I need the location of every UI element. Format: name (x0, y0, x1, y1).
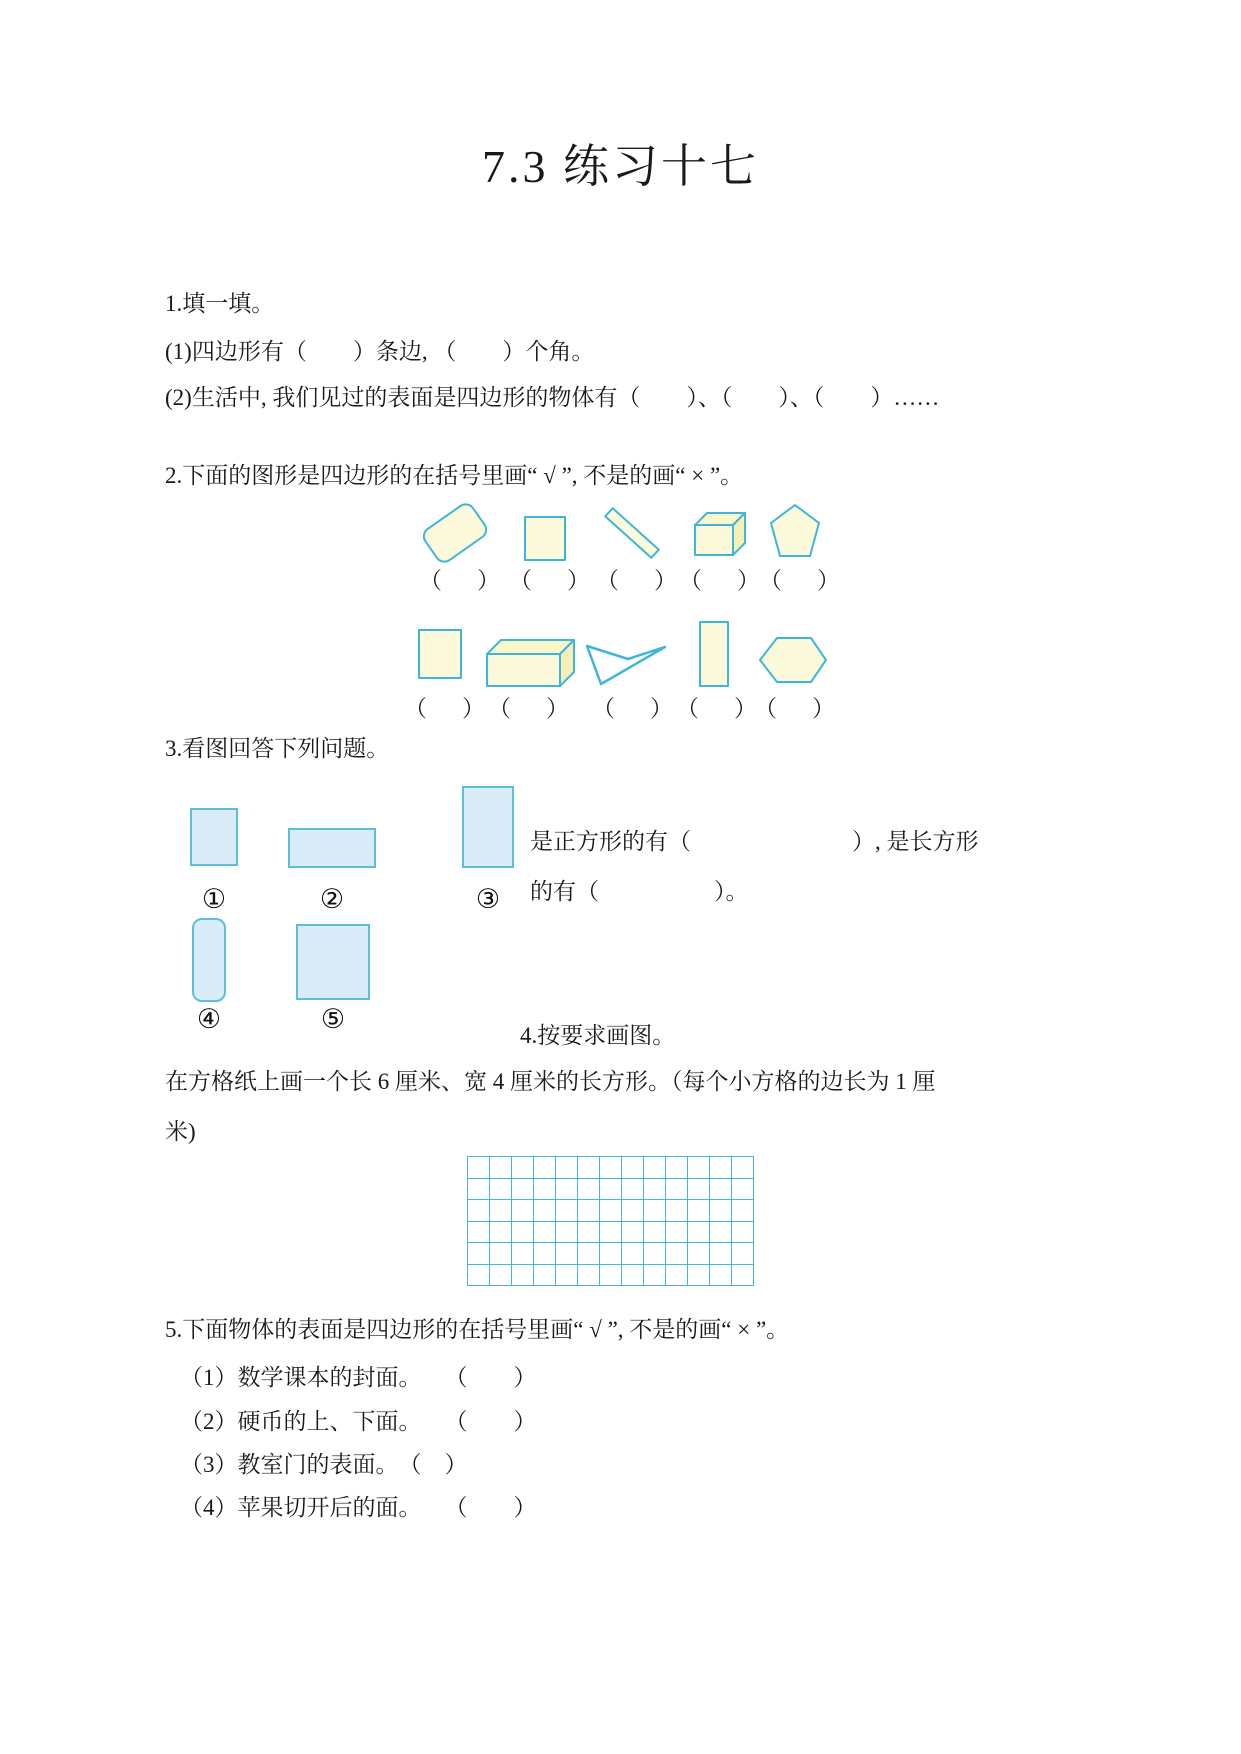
grid-cell[interactable] (512, 1200, 534, 1222)
cuboid-shape (487, 640, 574, 686)
figure-label-5: ⑤ (320, 1004, 346, 1035)
grid-cell[interactable] (534, 1222, 556, 1244)
grid-cell[interactable] (490, 1179, 512, 1201)
grid-cell[interactable] (622, 1179, 644, 1201)
grid-cell[interactable] (512, 1179, 534, 1201)
page-title: 7.3 练习十七 (482, 141, 759, 192)
grid-cell[interactable] (578, 1179, 600, 1201)
grid-cell[interactable] (644, 1200, 666, 1222)
dart-arrow-shape (587, 646, 665, 684)
answer-blank[interactable]: （ ） (679, 568, 766, 593)
answer-blank[interactable]: （ ） (404, 696, 491, 721)
grid-cell[interactable] (644, 1157, 666, 1179)
figure-label-4: ④ (196, 1004, 222, 1035)
grid-cell[interactable] (468, 1243, 490, 1265)
grid-cell[interactable] (644, 1243, 666, 1265)
grid-cell[interactable] (710, 1179, 732, 1201)
grid-cell[interactable] (534, 1179, 556, 1201)
figure-square-5 (296, 924, 370, 1000)
q3-label: 3.看图回答下列问题。 (165, 736, 390, 761)
grid-cell[interactable] (710, 1243, 732, 1265)
grid-cell[interactable] (688, 1157, 710, 1179)
grid-cell[interactable] (600, 1243, 622, 1265)
grid-cell[interactable] (534, 1200, 556, 1222)
grid-cell[interactable] (512, 1243, 534, 1265)
grid-cell[interactable] (600, 1157, 622, 1179)
grid-cell[interactable] (468, 1265, 490, 1287)
square-shape (525, 517, 565, 560)
q4-instruction-line-2: 米) (165, 1119, 196, 1144)
grid-cell[interactable] (666, 1265, 688, 1287)
grid-cell[interactable] (512, 1157, 534, 1179)
grid-cell[interactable] (578, 1222, 600, 1244)
square-shape (419, 630, 461, 678)
thin-slanted-bar-shape (605, 508, 658, 558)
grid-cell[interactable] (622, 1222, 644, 1244)
grid-cell[interactable] (490, 1222, 512, 1244)
answer-blank[interactable]: （ ） (596, 568, 683, 593)
grid-cell[interactable] (644, 1179, 666, 1201)
grid-cell[interactable] (578, 1157, 600, 1179)
q4-label: 4.按要求画图。 (520, 1023, 676, 1048)
grid-cell[interactable] (556, 1179, 578, 1201)
pentagon-shape (771, 505, 819, 556)
figure-rectangle-3 (462, 786, 514, 868)
figure-label-3: ③ (475, 884, 501, 915)
grid-cell[interactable] (622, 1157, 644, 1179)
q3-answer-line-1[interactable]: 是正方形的有（ ）, 是长方形 (530, 829, 979, 854)
grid-cell[interactable] (732, 1157, 754, 1179)
rotated-rounded-rectangle-shape (420, 501, 489, 565)
grid-cell[interactable] (578, 1200, 600, 1222)
grid-cell[interactable] (578, 1265, 600, 1287)
grid-cell[interactable] (490, 1200, 512, 1222)
grid-cell[interactable] (556, 1200, 578, 1222)
grid-cell[interactable] (688, 1200, 710, 1222)
grid-cell[interactable] (578, 1243, 600, 1265)
figure-rounded-rectangle-4 (192, 918, 226, 1002)
figure-label-1: ① (201, 884, 227, 915)
grid-cell[interactable] (644, 1265, 666, 1287)
q5-item-3: （3）教室门的表面。 （ ） (180, 1452, 468, 1477)
grid-cell[interactable] (600, 1200, 622, 1222)
answer-blank[interactable]: （ ） (754, 696, 841, 721)
tall-rectangle-shape (700, 622, 728, 686)
hexagon-shape (760, 638, 826, 682)
grid-cell[interactable] (534, 1157, 556, 1179)
q3-answer-line-2[interactable]: 的有（ ）。 (530, 879, 749, 904)
grid-cell[interactable] (688, 1179, 710, 1201)
q2-shapes-row1 (380, 492, 850, 568)
q4-instruction-line-1: 在方格纸上画一个长 6 厘米、宽 4 厘米的长方形。（每个小方格的边长为 1 厘 (165, 1069, 936, 1094)
grid-cell[interactable] (600, 1265, 622, 1287)
grid-cell[interactable] (688, 1265, 710, 1287)
grid-cell[interactable] (666, 1222, 688, 1244)
grid-cell[interactable] (534, 1265, 556, 1287)
q5-label: 5.下面物体的表面是四边形的在括号里画“ √ ”, 不是的画“ × ”。 (165, 1317, 790, 1342)
grid-cell[interactable] (468, 1157, 490, 1179)
answer-blank[interactable]: （ ） (592, 696, 679, 721)
grid-cell[interactable] (490, 1157, 512, 1179)
answer-blank[interactable]: （ ） (419, 568, 506, 593)
grid-cell[interactable] (468, 1179, 490, 1201)
grid-cell[interactable] (468, 1222, 490, 1244)
grid-cell[interactable] (468, 1200, 490, 1222)
figure-label-2: ② (319, 884, 345, 915)
q5-item-1: （1）数学课本的封面。 （ ） (180, 1365, 537, 1390)
grid-cell[interactable] (666, 1200, 688, 1222)
grid-cell[interactable] (666, 1157, 688, 1179)
q1-item-2: (2)生活中, 我们见过的表面是四边形的物体有（ ）、（ ）、（ ）…… (165, 385, 940, 410)
q2-label: 2.下面的图形是四边形的在括号里画“ √ ”, 不是的画“ × ”。 (165, 463, 744, 488)
grid-cell[interactable] (710, 1222, 732, 1244)
answer-blank[interactable]: （ ） (488, 696, 575, 721)
q5-item-4: （4）苹果切开后的面。 （ ） (180, 1495, 537, 1520)
grid-cell[interactable] (622, 1243, 644, 1265)
grid-cell[interactable] (710, 1200, 732, 1222)
grid-cell[interactable] (710, 1157, 732, 1179)
grid-cell[interactable] (490, 1265, 512, 1287)
grid-cell[interactable] (600, 1179, 622, 1201)
grid-cell[interactable] (666, 1243, 688, 1265)
grid-cell[interactable] (622, 1200, 644, 1222)
grid-cell[interactable] (732, 1179, 754, 1201)
grid-cell[interactable] (710, 1265, 732, 1287)
grid-cell[interactable] (556, 1265, 578, 1287)
grid-cell[interactable] (666, 1179, 688, 1201)
grid-cell[interactable] (644, 1222, 666, 1244)
grid-cell[interactable] (556, 1157, 578, 1179)
grid-cell[interactable] (732, 1222, 754, 1244)
q5-item-2: （2）硬币的上、下面。 （ ） (180, 1409, 537, 1434)
grid-cell[interactable] (490, 1243, 512, 1265)
grid-cell[interactable] (600, 1222, 622, 1244)
grid-cell[interactable] (534, 1243, 556, 1265)
grid-cell[interactable] (556, 1243, 578, 1265)
q1-item-1: (1)四边形有（ ）条边, （ ）个角。 (165, 339, 595, 364)
grid-cell[interactable] (688, 1243, 710, 1265)
figure-rectangle-1 (190, 808, 238, 866)
grid-cell[interactable] (688, 1222, 710, 1244)
grid-cell[interactable] (556, 1222, 578, 1244)
answer-blank[interactable]: （ ） (759, 568, 846, 593)
grid-cell[interactable] (732, 1243, 754, 1265)
grid-cell[interactable] (512, 1222, 534, 1244)
answer-blank[interactable]: （ ） (676, 696, 763, 721)
answer-blank[interactable]: （ ） (509, 568, 596, 593)
cube-shape (695, 513, 745, 555)
grid-cell[interactable] (732, 1200, 754, 1222)
q2-shapes-row2 (365, 614, 850, 694)
figure-rectangle-2 (288, 828, 376, 868)
drawing-grid[interactable] (467, 1156, 754, 1286)
grid-cell[interactable] (512, 1265, 534, 1287)
grid-cell[interactable] (732, 1265, 754, 1287)
q1-label: 1.填一填。 (165, 291, 275, 316)
grid-cell[interactable] (622, 1265, 644, 1287)
